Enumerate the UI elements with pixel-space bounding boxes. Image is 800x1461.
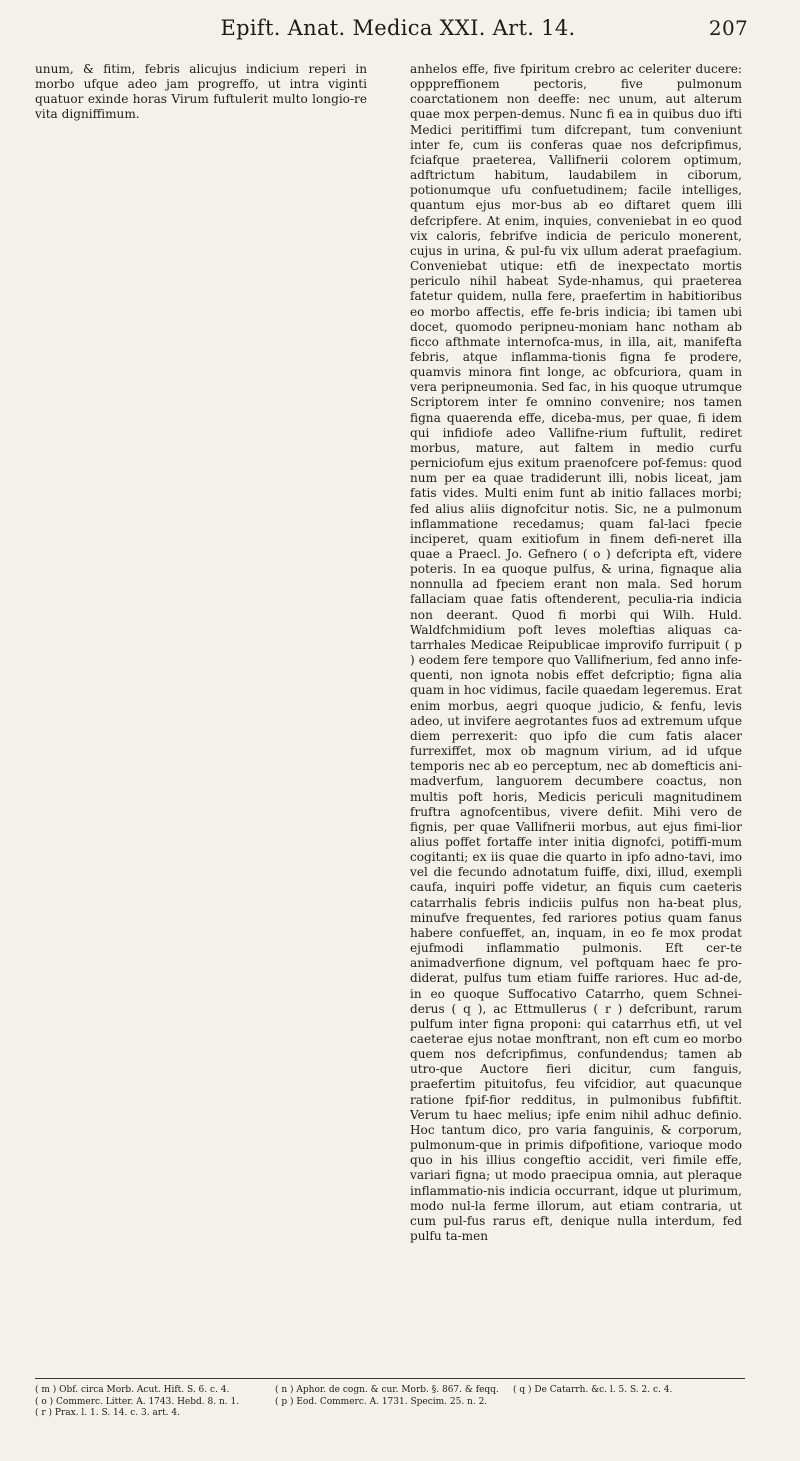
- footnote-column-3: ( q ) De Catarrh. &c. l. 5. S. 2. c. 4.: [513, 1385, 673, 1395]
- footnote-column-1: ( m ) Obf. circa Morb. Acut. Hift. S. 6. c. 4. ( o ) Commerc. Litter. A. 1743. Hebd. 8. n. 1. ( r ) Prax. l. 1. S. 14. c. 3. art. 4.: [35, 1385, 240, 1418]
- footnote-divider: [35, 1378, 745, 1379]
- left-column-text: unum, & fitim, febris alicujus indicium reperi in morbo ufque adeo jam progreffo, ut intra viginti quatuor exinde horas Virum fuftulerit multo longio-re vita digniffimum.: [35, 62, 367, 122]
- running-header: [48, 16, 748, 46]
- left-text-column: [35, 62, 367, 1362]
- running-title: Epift. Anat. Medica XXI. Art. 14.: [220, 16, 576, 40]
- footnote-column-2: ( n ) Aphor. de cogn. & cur. Morb. §. 867. & feqq. ( p ) Eod. Commerc. A. 1731. Specim. 25. n. 2.: [275, 1385, 499, 1407]
- right-column-text: anhelos effe, five fpiritum crebro ac celeriter ducere: opppreffionem pectoris, five pulmonum coarctationem non deeffe: nec unum, aut alterum quae mox perpen-demus. Nunc fi ea in quibus duo ifti Medici peritiffimi tum difcrepant, tum conveniunt inter fe, cum iis conferas quae nos defcripfimus, fciafque praeterea, Vallifnerii colorem optimum, adftrictum habitum, laudabilem in ciborum, potionumque ufu confuetudinem; facile intelliges, quantum ejus mor-bus ab eo diftaret quem illi defcripfere. At enim, inquies, conveniebat in eo quod vix caloris, febrifve indicia de periculo monerent, cujus in urina, & pul-fu vix ullum aderat praefagium. Conveniebat utique: etfi de inexpectato mortis periculo nihil habeat Syde-nhamus, qui praeterea fatetur quidem, nulla fere, praefertim in habitioribus eo morbo affectis, effe fe-bris indicia; ibi tamen ubi docet, quomodo peripneu-moniam hanc notham ab ficco afthmate internofca-mus, in illa, ait, manifefta febris, atque inflamma-tionis figna fe prodere, quamvis minora fint longe, ac obfcuriora, quam in vera peripneumonia. Sed fac, in his quoque utrumque Scriptorem inter fe omnino convenire; nos tamen figna quaerenda effe, diceba-mus, per quae, fi idem qui infidiofe adeo Vallifne-rium fuftulit, rediret morbus, mature, aut faltem in medio curfu perniciofum ejus exitum praenofcere pof-femus: quod num per ea quae tradiderunt illi, nobis liceat, jam fatis vides. Multi enim funt ab initio fallaces morbi; fed alius aliis dignofcitur notis. Sic, ne a pulmonum inflammatione recedamus; quam fal-laci fpecie inciperet, quam exitiofum in finem defi-neret illa quae a Praecl. Jo. Gefnero ( o ) defcripta eft, videre poteris. In ea quoque pulfus, & urina, fignaque alia nonnulla ad fpeciem erant non mala. Sed horum fallaciam quae fatis oftenderent, peculia-ria indicia non deerant. Quod fi morbi qui Wilh. Huld. Waldfchmidium poft leves moleftias aliquas ca-tarrhales Medicae Reipublicae improvifo furripuit ( p ) eodem fere tempore quo Vallifnerium, fed anno infe-quenti, non ignota nobis effet defcriptio; figna alia quam in hoc vidimus, facile quaedam legeremus. Erat enim morbus, aegri quoque judicio, & fenfu, levis adeo, ut invifere aegrotantes fuos ad extremum ufque diem perrexerit: quo ipfo die cum fatis alacer furrexiffet, mox ob magnum virium, ad id ufque temporis nec ab eo perceptum, nec ab domefticis ani-madverfum, languorem decumbere coactus, non multis poft horis, Medicis periculi magnitudinem fruftra agnofcentibus, vivere defiit. Mihi vero de fignis, per quae Vallifnerii morbus, aut ejus fimi-lior alius poffet fortaffe inter initia dignofci, potiffi-mum cogitanti; ex iis quae die quarto in ipfo adno-tavi, imo vel die fecundo adnotatum fuiffe, dixi, illud, exempli caufa, inquiri poffe videtur, an fiquis cum caeteris catarrhalis febris indiciis pulfus non ha-beat plus, minufve frequentes, fed rariores potius quam fanus habere confueffet, an, inquam, in eo fe mox prodat ejufmodi inflammatio pulmonis. Eft cer-te animadverfione dignum, vel poftquam haec fe pro-diderat, pulfus tum etiam fuiffe rariores. Huc ad-de, in eo quoque Suffocativo Catarrho, quem Schnei-derus ( q ), ac Ettmullerus ( r ) defcribunt, rarum pulfum inter figna proponi: qui catarrhus etfi, ut vel caeterae ejus notae monftrant, non eft cum eo morbo quem nos defcripfimus, confundendus; tamen ab utro-que Auctore fieri dicitur, cum fanguis, praefertim pituitofus, feu vifcidior, aut quacunque ratione fpif-fior redditus, in pulmonibus fubfiftit. Verum tu haec melius; ipfe enim nihil adhuc definio. Hoc tantum dico, pro varia fanguinis, & corporum, pulmonum-que in primis difpofitione, varioque modo quo in his illius congeftio accidit, veri fimile effe, variari figna; ut modo praecipua omnia, aut pleraque inflammatio-nis indicia occurrant, idque ut plurimum, modo nul-la ferme illorum, aut etiam contraria, ut cum pul-fus rarus eft, denique nulla interdum, fed pulfu ta-men: [410, 62, 742, 1244]
- right-text-column: [410, 62, 742, 1362]
- page-number: 207: [708, 16, 748, 40]
